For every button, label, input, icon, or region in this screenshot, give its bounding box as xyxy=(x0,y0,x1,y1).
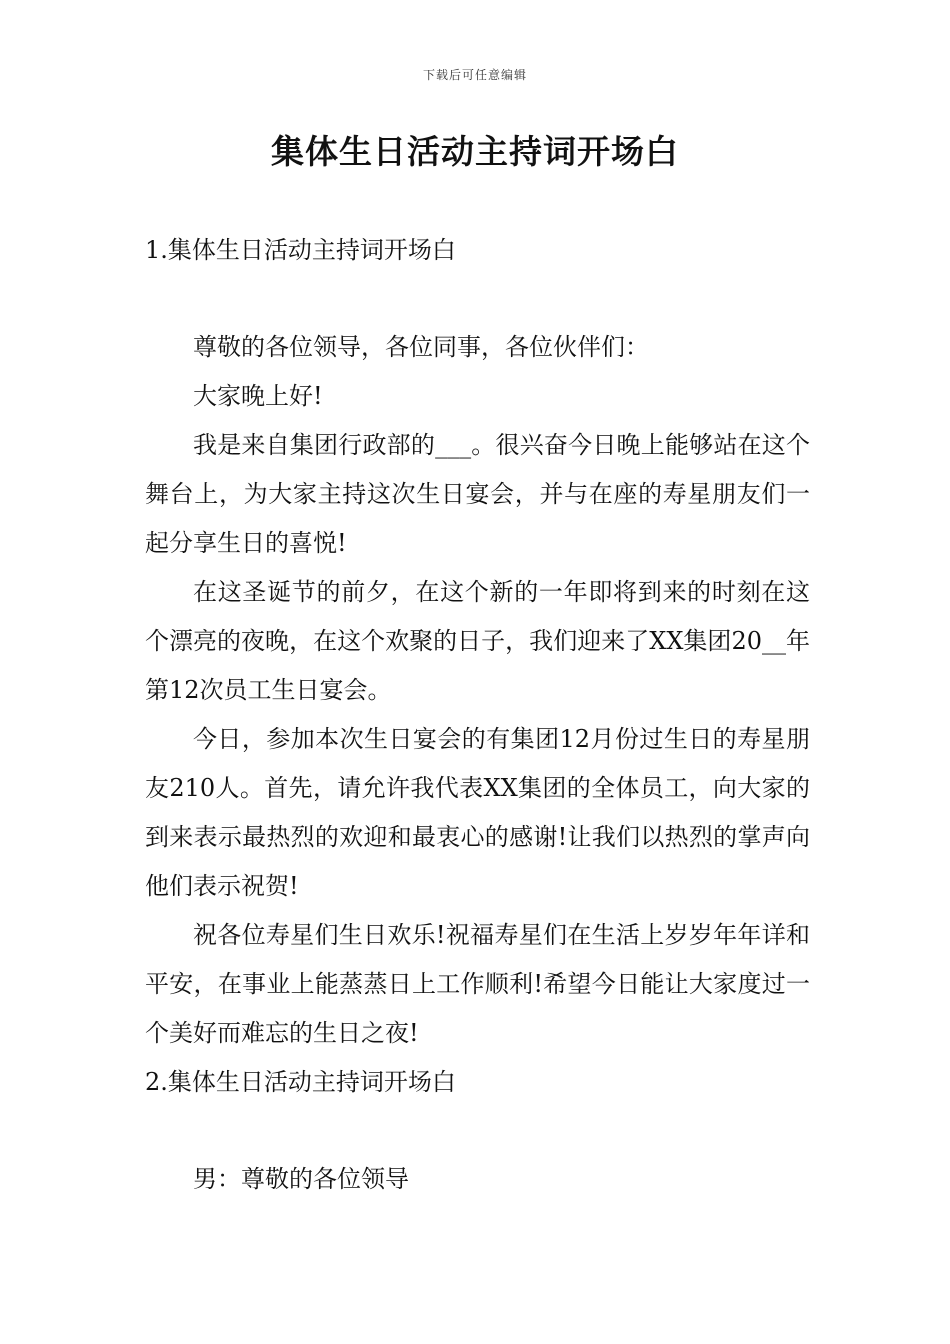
section-heading-1: 1.集体生日活动主持词开场白 xyxy=(145,236,456,264)
spacer xyxy=(145,1107,810,1155)
header-note: 下载后可任意编辑 xyxy=(422,68,527,82)
paragraph-occasion: 在这圣诞节的前夕，在这个新的一年即将到来的时刻在这个漂亮的夜晚，在这个欢聚的日子，我们迎来了XX集团20__年第12次员工生日宴会。 xyxy=(145,578,810,704)
section-heading-2: 2.集体生日活动主持词开场白 xyxy=(145,1068,456,1096)
paragraph-introduction: 我是来自集团行政部的___。很兴奋今日晚上能够站在这个舞台上，为大家主持这次生日宴会，并与在座的寿星朋友们一起分享生日的喜悦! xyxy=(145,431,810,557)
paragraph-greeting: 尊敬的各位领导，各位同事，各位伙伴们： xyxy=(193,333,649,361)
spacer xyxy=(145,275,810,323)
paragraph-welcome: 今日，参加本次生日宴会的有集团12月份过生日的寿星朋友210人。首先，请允许我代表XX集团的全体员工，向大家的到来表示最热烈的欢迎和最衷心的感谢!让我们以热烈的掌声向他们表示祝贺! xyxy=(145,725,810,900)
document-body xyxy=(145,226,810,1204)
paragraph-male-host: 男：尊敬的各位领导 xyxy=(193,1165,409,1193)
paragraph-wishes: 祝各位寿星们生日欢乐!祝福寿星们在生活上岁岁年年详和平安，在事业上能蒸蒸日上工作顺利!希望今日能让大家度过一个美好而难忘的生日之夜! xyxy=(145,921,810,1047)
paragraph-good-evening: 大家晚上好! xyxy=(193,382,323,410)
document-title: 集体生日活动主持词开场白 xyxy=(271,132,679,171)
